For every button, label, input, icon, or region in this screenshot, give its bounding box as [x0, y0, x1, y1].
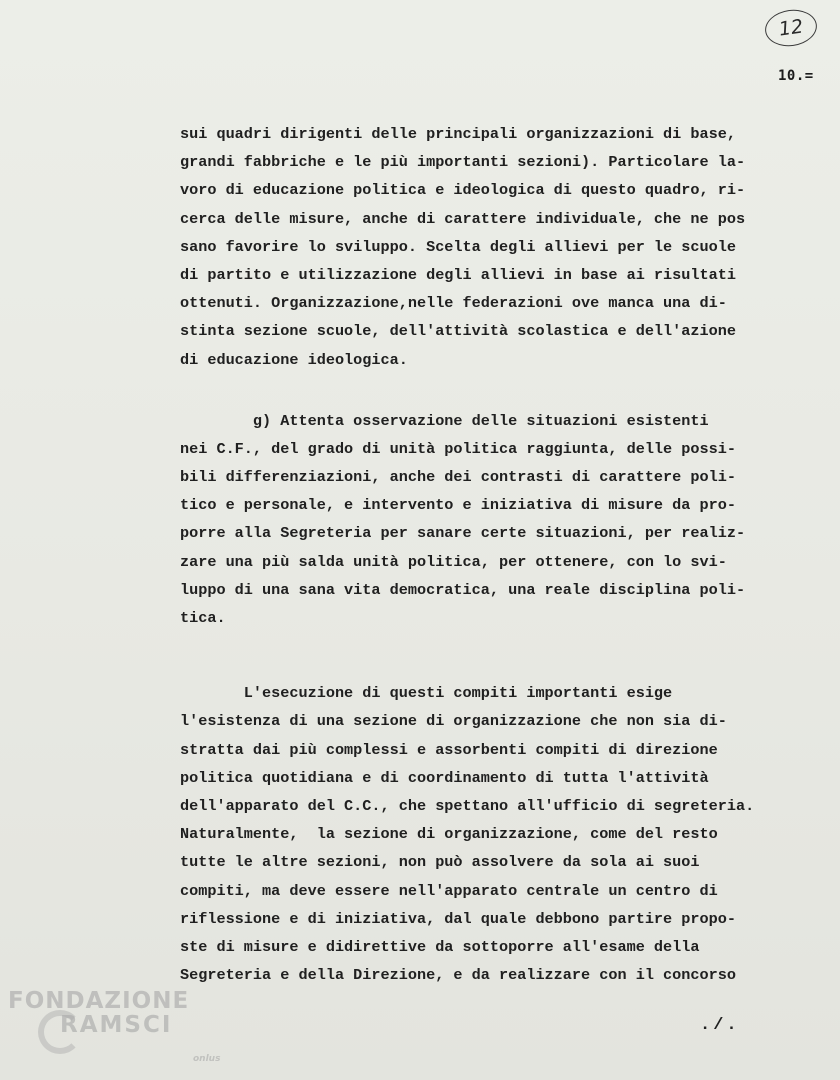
- text-line: di partito e utilizzazione degli allievi in base ai risultati: [180, 265, 736, 284]
- continuation-mark: ./.: [700, 1016, 740, 1035]
- text-line: l'esistenza di una sezione di organizzazione che non sia di-: [180, 712, 727, 731]
- paragraph-gap: [180, 632, 820, 679]
- watermark-g-icon: [38, 1010, 82, 1054]
- text-line: voro di educazione politica e ideologica di questo quadro, ri-: [180, 181, 746, 200]
- text-line: tica.: [180, 609, 226, 627]
- typewritten-body: [180, 120, 820, 989]
- text-line: Segreteria e della Direzione, e da realizzare con il concorso: [180, 966, 736, 985]
- text-line: grandi fabbriche e le più importanti sezioni). Particolare la-: [180, 153, 746, 172]
- text-line: dell'apparato del C.C., che spettano all'ufficio di segreteria.: [180, 796, 755, 815]
- text-line: bili differenziazioni, anche dei contrasti di carattere poli-: [180, 468, 736, 487]
- page-number: 10.=: [778, 68, 814, 84]
- text-line: stratta dai più complessi e assorbenti compiti di direzione: [180, 740, 718, 759]
- text-line: riflessione e di iniziativa, dal quale debbono partire propo-: [180, 909, 736, 928]
- folio-text: 12: [777, 15, 805, 41]
- text-line: tutte le altre sezioni, non può assolvere da sola ai suoi: [180, 853, 700, 872]
- text-line: sano favorire lo sviluppo. Scelta degli allievi per le scuole: [180, 237, 736, 256]
- watermark-line2: RAMSCI: [60, 1012, 173, 1038]
- watermark-subtitle: onlus: [193, 1054, 221, 1064]
- text-line: ottenuti. Organizzazione,nelle federazioni ove manca una di-: [180, 294, 727, 313]
- text-line: di educazione ideologica.: [180, 350, 408, 369]
- text-line: g) Attenta osservazione delle situazioni esistenti: [180, 411, 709, 430]
- text-line: luppo di una sana vita democratica, una reale disciplina poli-: [180, 580, 746, 599]
- text-line: ste di misure e didirettive da sottoporre all'esame della: [180, 937, 700, 956]
- text-line: stinta sezione scuole, dell'attività scolastica e dell'azione: [180, 322, 736, 341]
- text-line: compiti, ma deve essere nell'apparato centrale un centro di: [180, 881, 718, 900]
- watermark-line1: FONDAZIONE: [8, 988, 190, 1014]
- text-line: nei C.F., del grado di unità politica raggiunta, delle possi-: [180, 439, 736, 458]
- text-line: zare una più salda unità politica, per ottenere, con lo svi-: [180, 552, 727, 571]
- text-line: cerca delle misure, anche di carattere individuale, che ne pos: [180, 209, 746, 228]
- text-line: Naturalmente, la sezione di organizzazione, come del resto: [180, 825, 718, 844]
- handwritten-folio-number: [763, 7, 820, 50]
- fondazione-gramsci-watermark: [8, 988, 221, 1064]
- text-line: sui quadri dirigenti delle principali organizzazioni di base,: [180, 125, 736, 143]
- text-line: L'esecuzione di questi compiti importanti esige: [180, 684, 673, 703]
- text-line: porre alla Segreteria per sanare certe situazioni, per realiz-: [180, 524, 746, 543]
- text-line: politica quotidiana e di coordinamento di tutta l'attività: [180, 768, 709, 787]
- text-line: tico e personale, e intervento e iniziativa di misure da pro-: [180, 496, 736, 515]
- paragraph-gap: [180, 374, 820, 407]
